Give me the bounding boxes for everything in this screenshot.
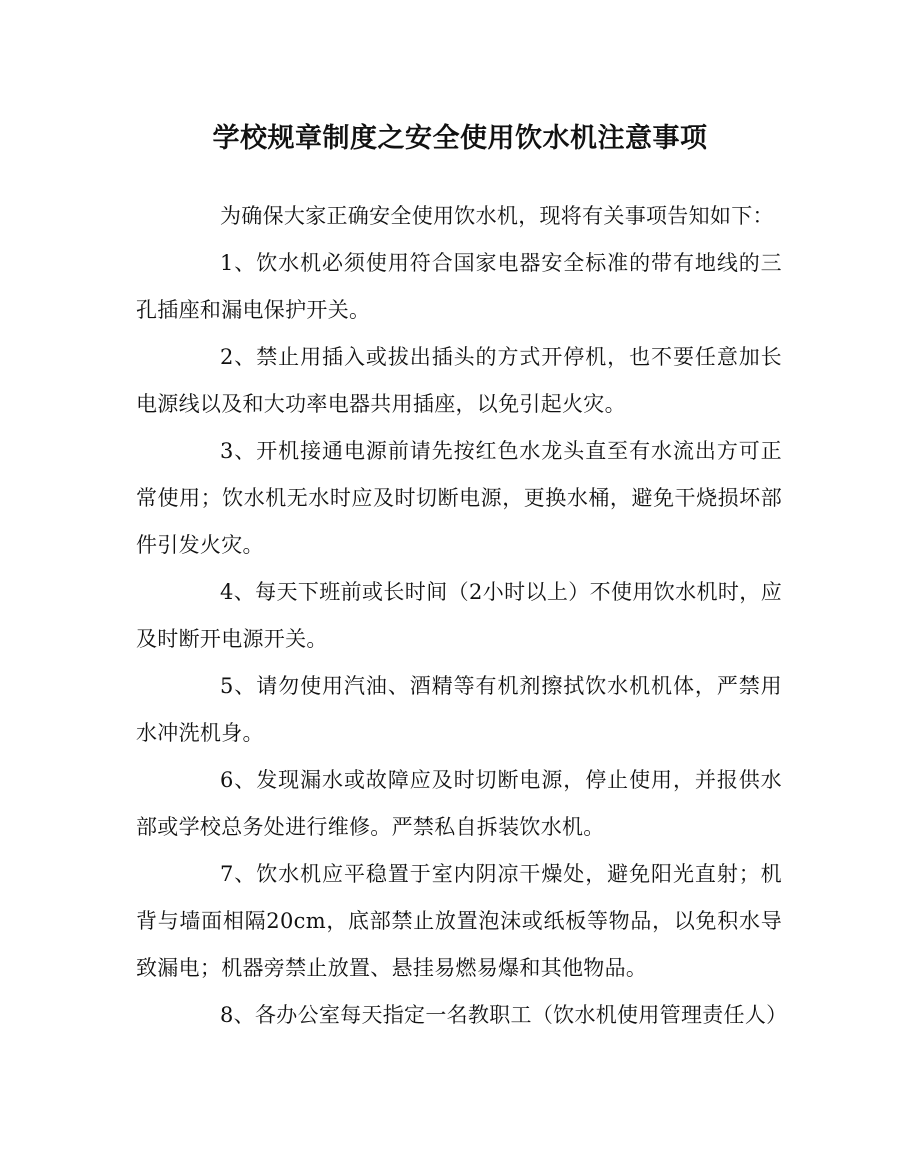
document-body xyxy=(136,193,788,1039)
paragraph-item-1: 1、饮水机必须使用符合国家电器安全标准的带有地线的三孔插座和漏电保护开关。 xyxy=(136,251,782,322)
paragraph-intro: 为确保大家正确安全使用饮水机，现将有关事项告知如下： xyxy=(220,204,774,228)
paragraph-item-7: 7、饮水机应平稳置于室内阴凉干燥处，避免阳光直射；机背与墙面相隔20cm，底部禁止放置泡沫或纸板等物品，以免积水导致漏电；机器旁禁止放置、悬挂易燃易爆和其他物品。 xyxy=(136,862,782,980)
paragraph-item-4: 4、每天下班前或长时间（2小时以上）不使用饮水机时，应及时断开电源开关。 xyxy=(136,580,782,651)
document-title: 学校规章制度之安全使用饮水机注意事项 xyxy=(212,123,708,154)
paragraph-item-3: 3、开机接通电源前请先按红色水龙头直至有水流出方可正常使用；饮水机无水时应及时切断电源，更换水桶，避免干烧损坏部件引发火灾。 xyxy=(136,439,782,557)
paragraph-item-6: 6、发现漏水或故障应及时切断电源，停止使用，并报供水部或学校总务处进行维修。严禁私自拆装饮水机。 xyxy=(136,768,782,839)
paragraph-item-5: 5、请勿使用汽油、酒精等有机剂擦拭饮水机机体，严禁用水冲洗机身。 xyxy=(136,674,782,745)
paragraph-item-2: 2、禁止用插入或拔出插头的方式开停机，也不要任意加长电源线以及和大功率电器共用插座，以免引起火灾。 xyxy=(136,345,782,416)
paragraph-item-8: 8、各办公室每天指定一名教职工（饮水机使用管理责任人） xyxy=(220,1003,788,1027)
